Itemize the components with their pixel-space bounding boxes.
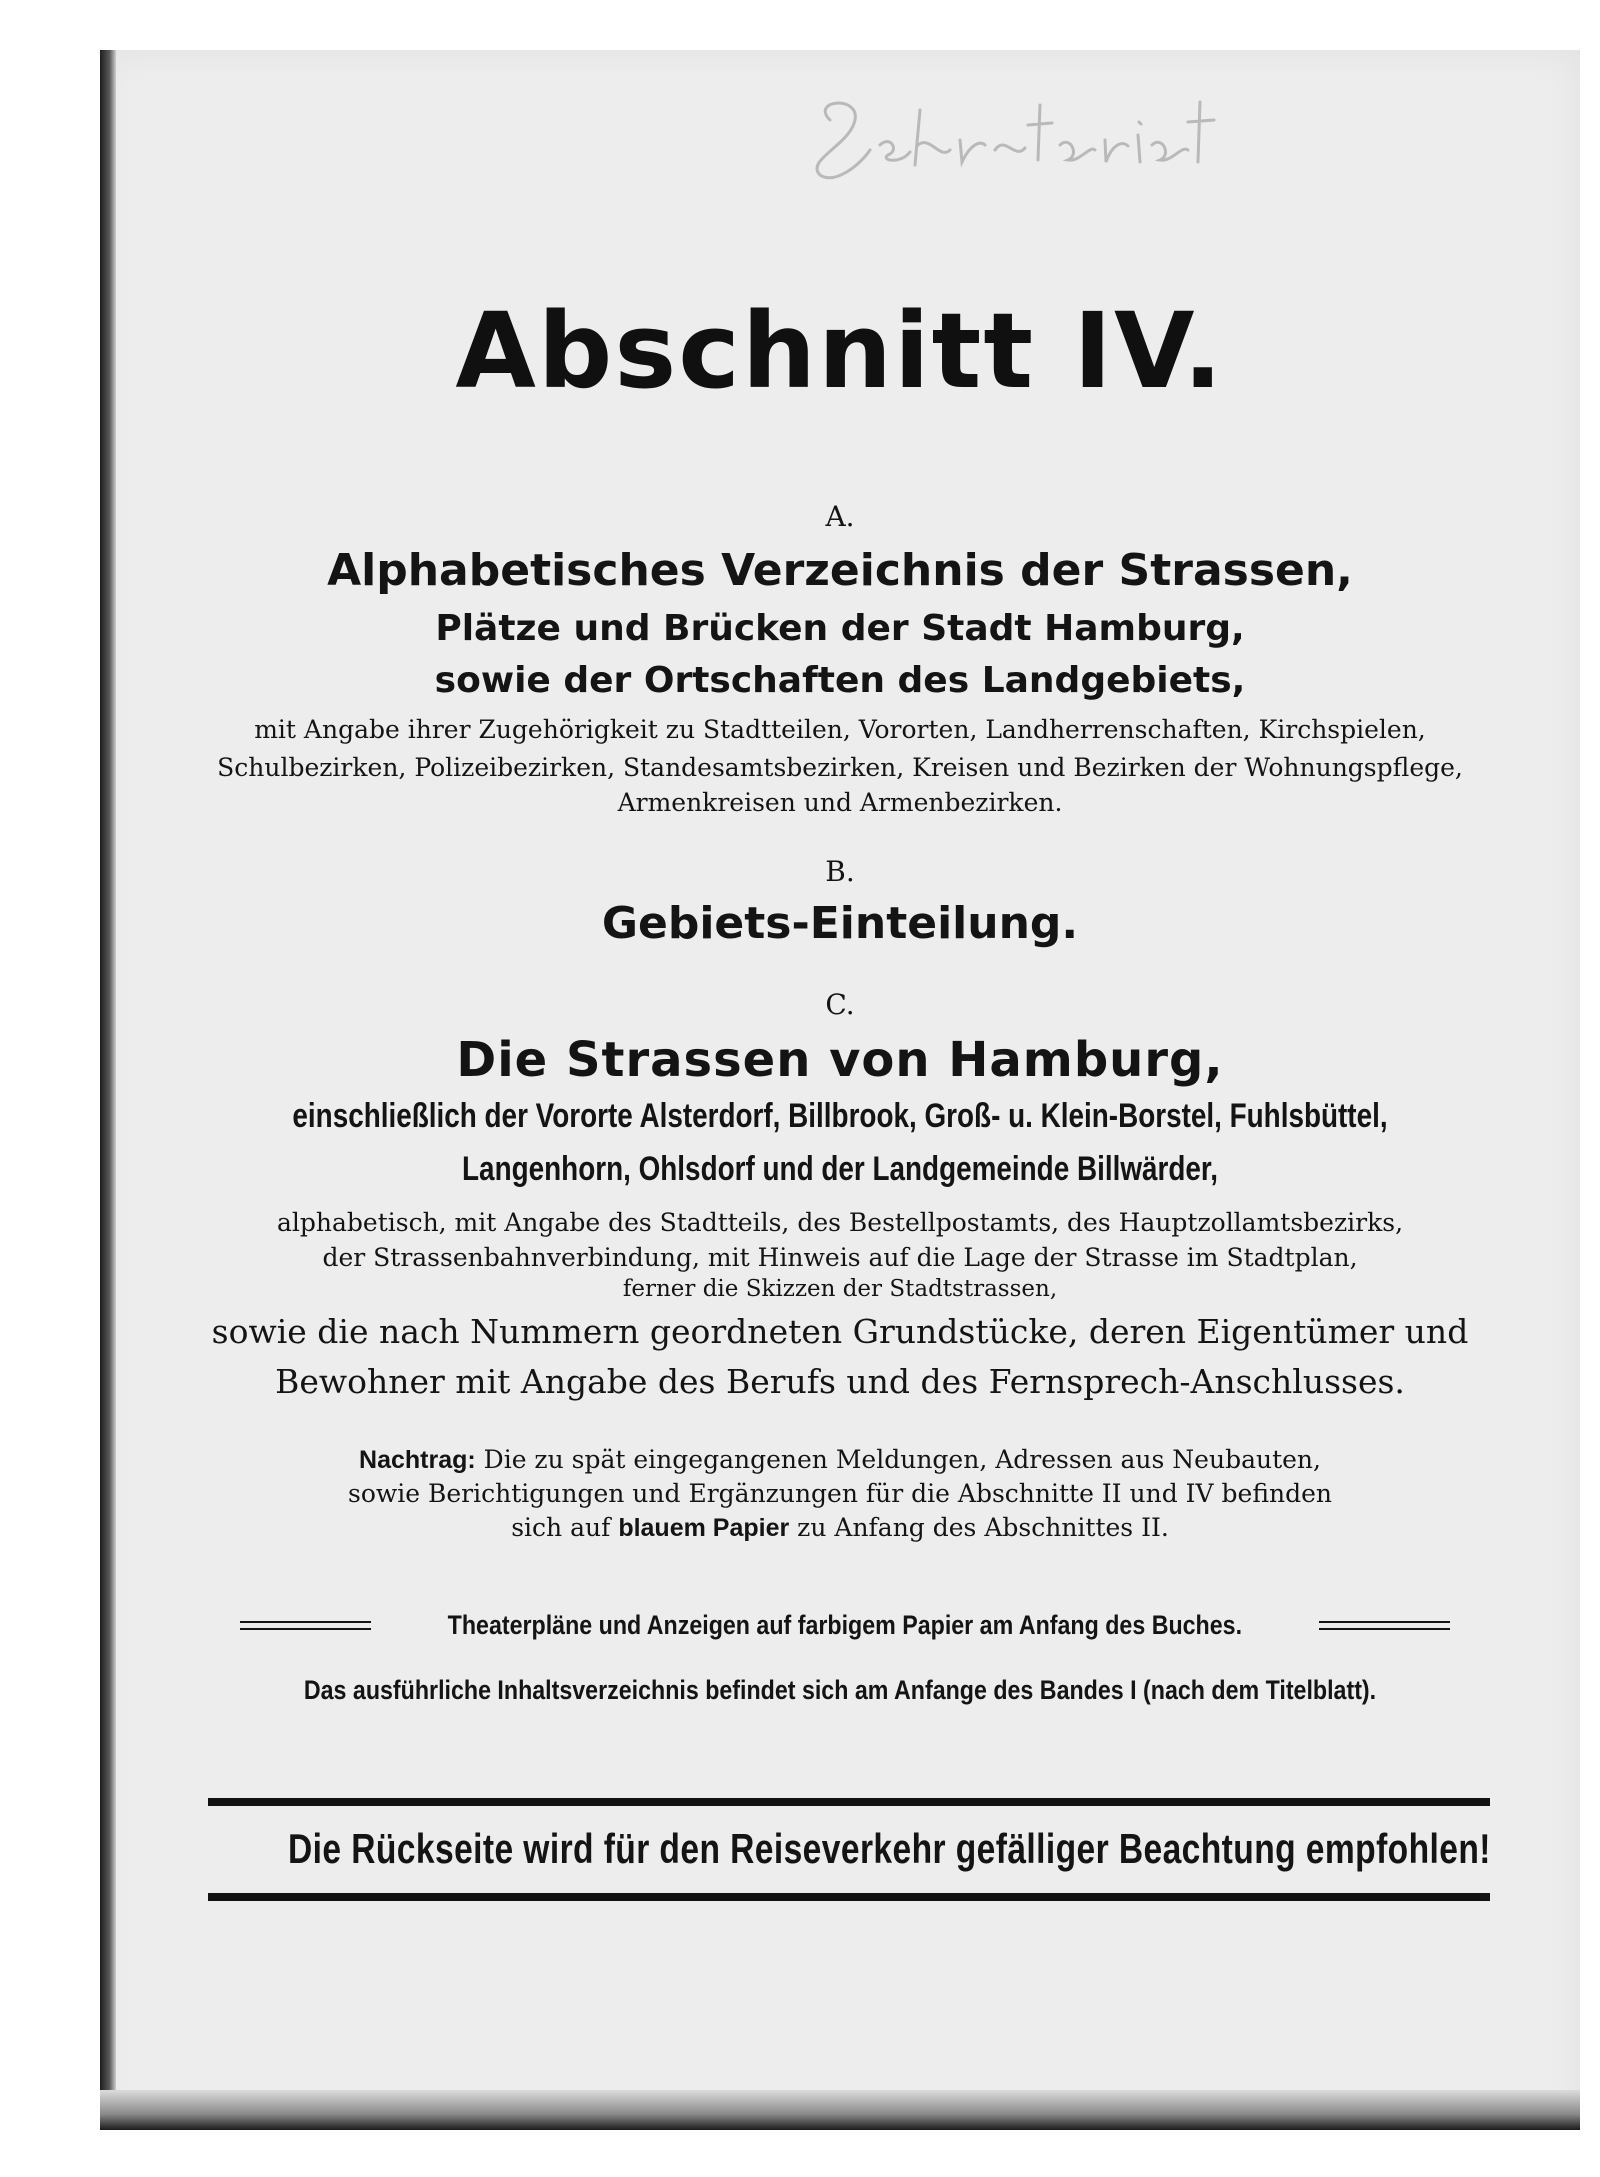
nachtrag-line-3 bbox=[150, 1513, 1530, 1543]
section-a-subheading-2: sowie der Ortschaften des Landgebiets, bbox=[434, 660, 1246, 701]
section-a-detail-3: Armenkreisen und Armenbezirken. bbox=[617, 788, 1063, 817]
nachtrag-label: Nachtrag: bbox=[359, 1446, 476, 1474]
handwriting-signature bbox=[800, 90, 1260, 190]
nachtrag-line-3-pre: sich auf bbox=[511, 1513, 619, 1542]
book-binding-edge bbox=[100, 50, 116, 2130]
nachtrag-line-2: sowie Berichtigungen und Ergänzungen für die Abschnitte II und IV befinden bbox=[347, 1479, 1333, 1508]
nachtrag-line-3-post: zu Anfang des Abschnittes II. bbox=[789, 1513, 1169, 1542]
nachtrag-blue-paper: blauem Papier bbox=[618, 1514, 790, 1542]
section-b-heading: Gebiets-Einteilung. bbox=[601, 898, 1079, 949]
section-c-subheading-2: Langenhorn, Ohlsdorf und der Landgemeinde Billwärder, bbox=[462, 1150, 1218, 1188]
nachtrag-line-1-text: Die zu spät eingegangenen Meldungen, Adressen aus Neubauten, bbox=[475, 1445, 1321, 1474]
double-rule-right bbox=[1319, 1621, 1450, 1630]
page-bottom-edge bbox=[100, 2090, 1580, 2130]
section-a-letter: A. bbox=[825, 500, 855, 533]
section-c-subheading-1: einschließlich der Vororte Alsterdorf, Billbrook, Groß- u. Klein-Borstel, Fuhlsbüttel, bbox=[292, 1097, 1388, 1135]
thick-rule-top bbox=[208, 1798, 1490, 1806]
section-b-letter: B. bbox=[825, 855, 855, 888]
theater-note: Theaterpläne und Anzeigen auf farbigem Papier am Anfang des Buches. bbox=[447, 1609, 1243, 1640]
page-title: Abschnitt IV. bbox=[455, 290, 1225, 412]
section-c-detail-3: ferner die Skizzen der Stadtstrassen, bbox=[622, 1276, 1058, 1302]
section-a-heading: Alphabetisches Verzeichnis der Strassen, bbox=[327, 545, 1353, 596]
section-c-heading: Die Strassen von Hamburg, bbox=[456, 1032, 1224, 1088]
thick-rule-bottom bbox=[208, 1893, 1490, 1901]
handwritten-note bbox=[800, 90, 1260, 190]
section-a-subheading-1: Plätze und Brücken der Stadt Hamburg, bbox=[435, 608, 1245, 649]
double-rule-left bbox=[240, 1621, 371, 1630]
inhalt-note: Das ausführliche Inhaltsverzeichnis befindet sich am Anfange des Bandes I (nach dem Titelblatt). bbox=[303, 1675, 1377, 1705]
section-c-detail-2: der Strassenbahnverbindung, mit Hinweis auf die Lage der Strasse im Stadtplan, bbox=[322, 1243, 1358, 1272]
section-c-detail-1: alphabetisch, mit Angabe des Stadtteils, des Bestellpostamts, des Hauptzollamtsbezirks, bbox=[276, 1208, 1404, 1237]
section-c-detail-5: Bewohner mit Angabe des Berufs und des Fernsprech-Anschlusses. bbox=[275, 1362, 1405, 1401]
ruckseite-note: Die Rückseite wird für den Reiseverkehr gefälliger Beachtung empfohlen! bbox=[288, 1825, 1491, 1872]
section-c-letter: C. bbox=[825, 988, 855, 1021]
section-c-detail-4: sowie die nach Nummern geordneten Grundstücke, deren Eigentümer und bbox=[211, 1312, 1469, 1351]
section-a-detail-2: Schulbezirken, Polizeibezirken, Standesamtsbezirken, Kreisen und Bezirken der Wohnungspflege, bbox=[217, 753, 1463, 782]
nachtrag-line-1 bbox=[150, 1445, 1530, 1475]
section-a-detail-1: mit Angabe ihrer Zugehörigkeit zu Stadtteilen, Vororten, Landherrenschaften, Kirchspielen, bbox=[254, 715, 1426, 744]
theater-note-row bbox=[240, 1605, 1450, 1645]
